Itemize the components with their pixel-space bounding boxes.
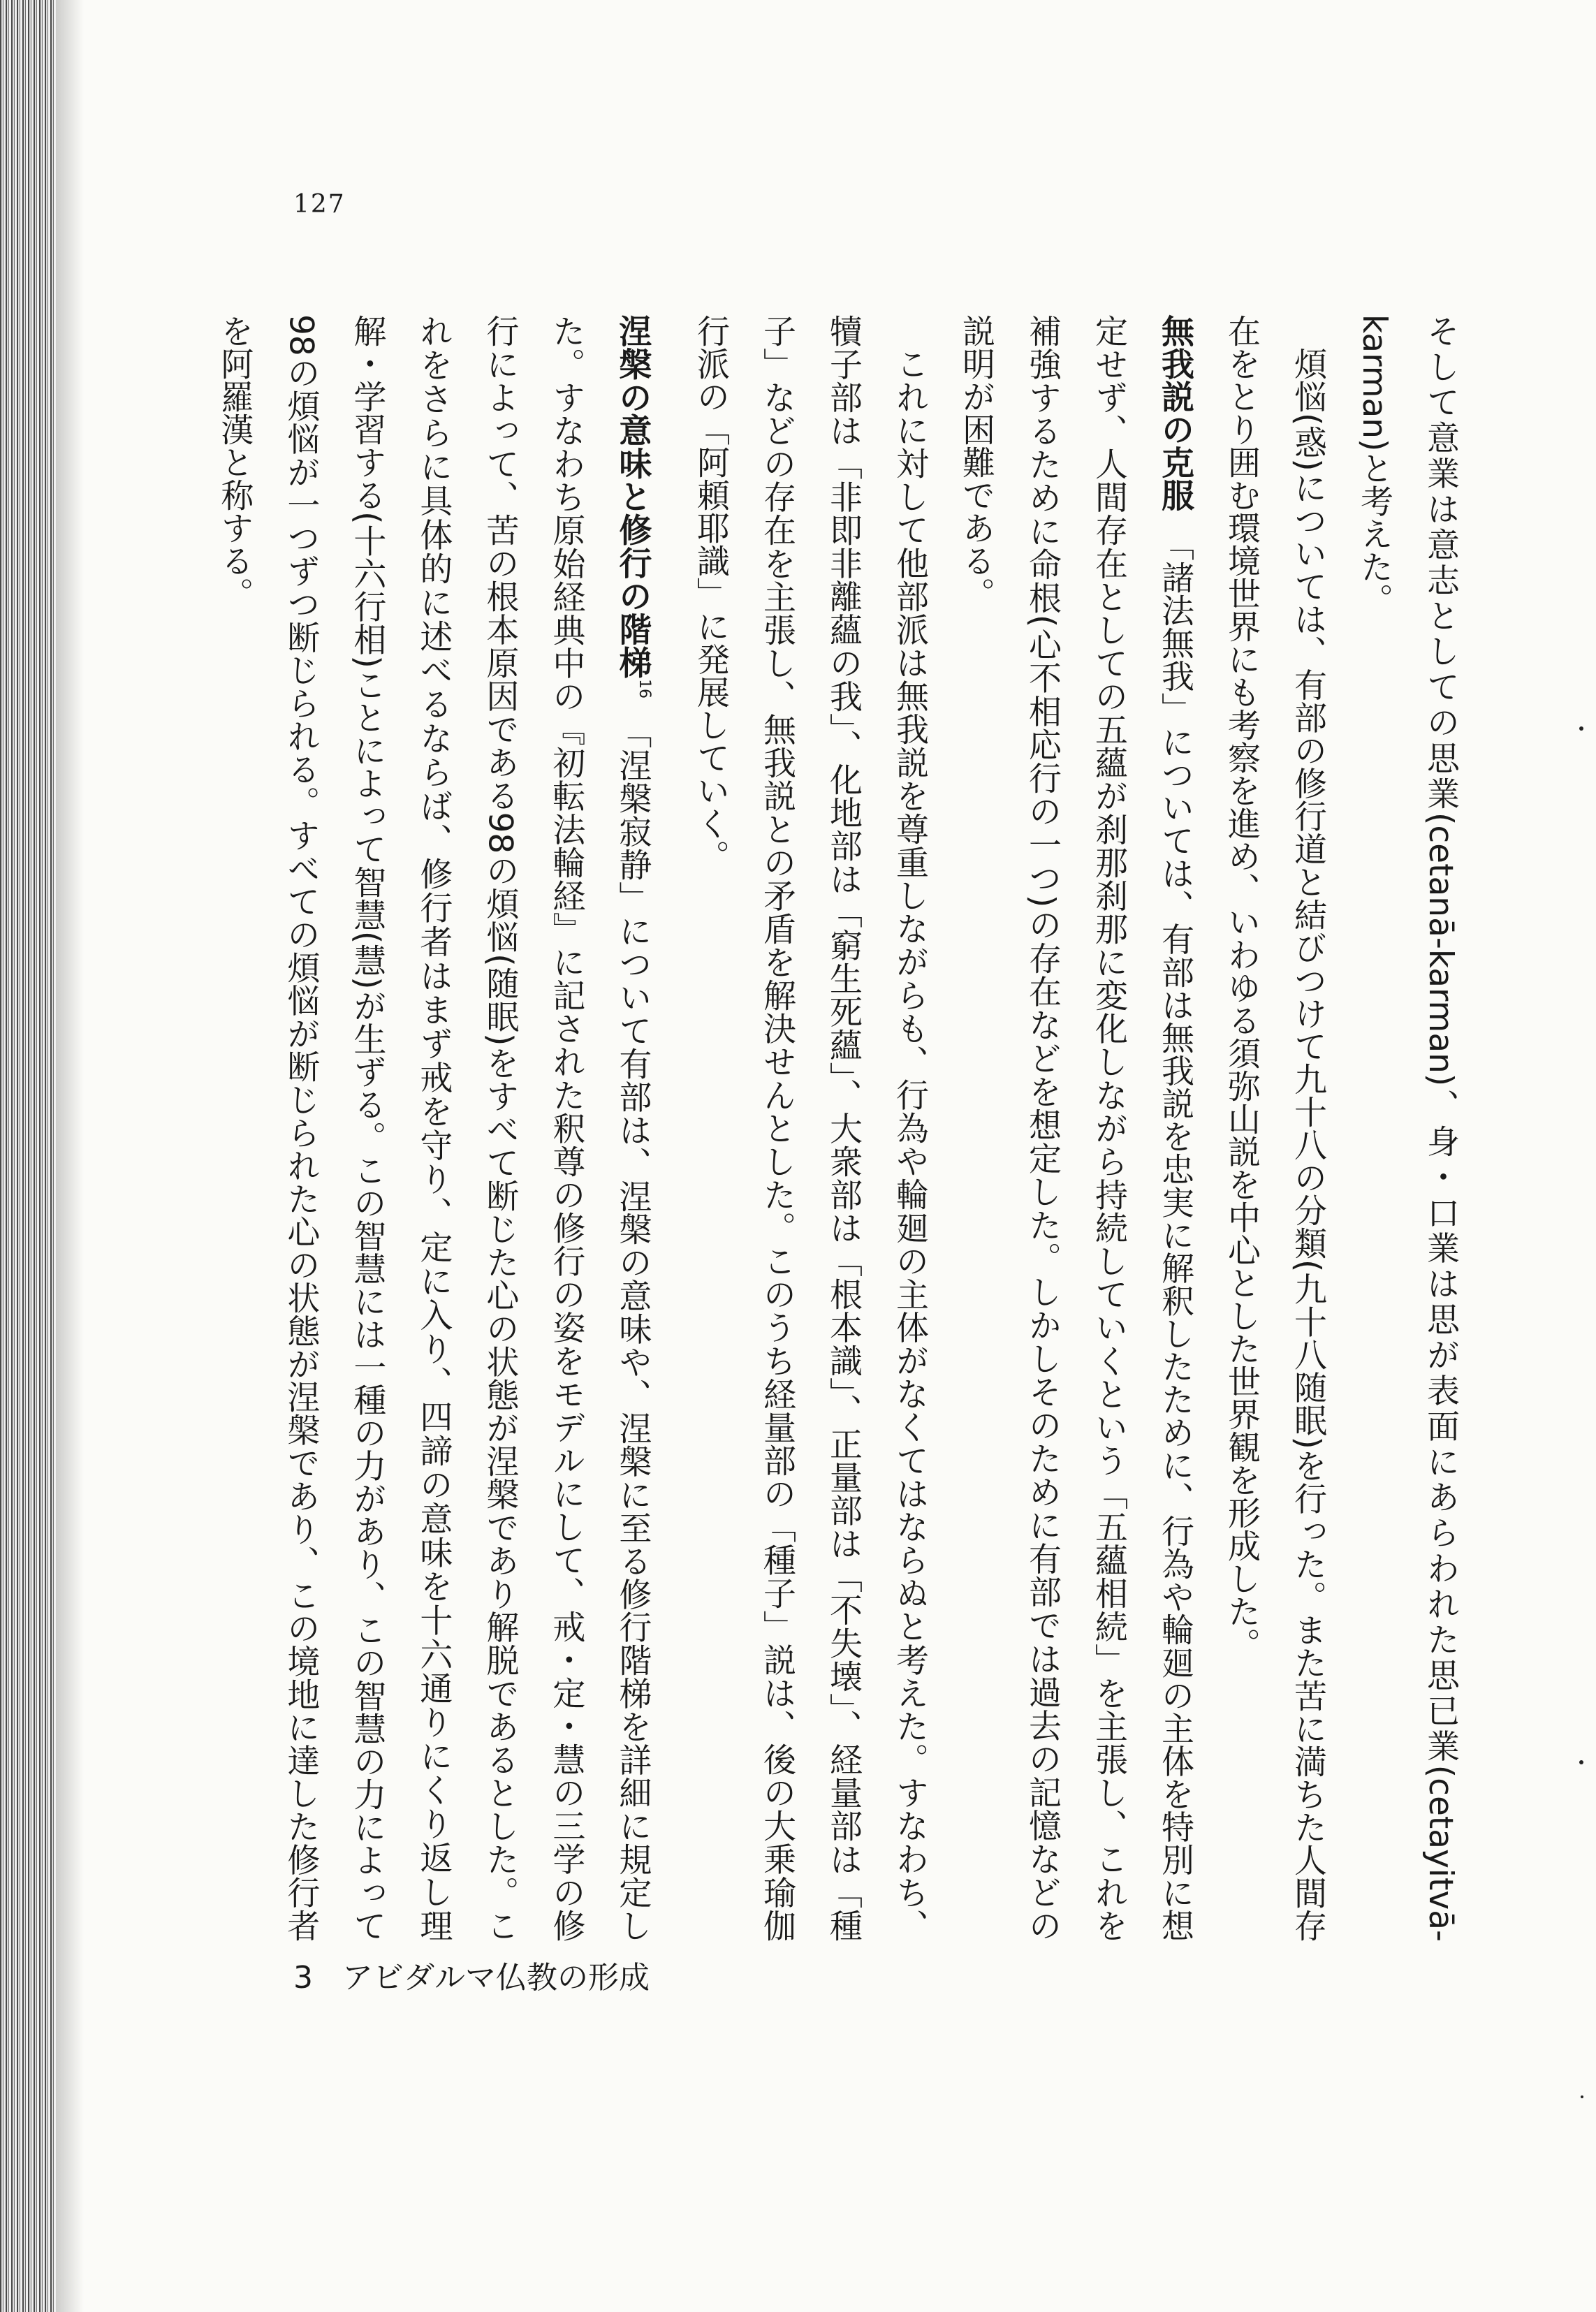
scan-speck bbox=[1581, 2095, 1583, 2098]
paragraph-5-text: 「涅槃寂静」について有部は、涅槃の意味や、涅槃に至る修行階梯を詳細に規定した。すなわち原始経典中の『初転法輪経』に記された釈尊の修行の姿をモデルにして、戒・定・慧の三学の修行によって、苦の根本原因である98の煩悩(随眠)をすべて断じた心の状態が涅槃であり解脱であるとした。これをさらに具体的に述べるならば、修行者はまず戒を守り、定に入り、四諦の意味を十六通りにくり返し理解・学習する(十六行相)ことによって智慧(慧)が生ずる。この智慧には一種の力があり、この智慧の力によって98の煩悩が一つずつ断じられる。すべての煩悩が断じられた心の状態が涅槃であり、この境地に達した修行者を阿羅漢と称する。 bbox=[215, 314, 652, 1942]
scan-binding-edge bbox=[0, 0, 56, 2312]
paragraph-3 bbox=[943, 314, 1208, 1942]
scan-binding-shadow bbox=[56, 0, 84, 2312]
side-heading-nehan: 涅槃の意味と修行の階梯 bbox=[613, 314, 652, 680]
paragraph-4: これに対して他部派は無我説を尊重しながらも、行為や輪廻の主体がなくてはならぬと考えた。すなわち、犢子部は「非即非離蘊の我」、化地部は「窮生死蘊」、大衆部は「根本識」、正量部は「不失壊」、経量部は「種子」などの存在を主張し、無我説との矛盾を解決せんとした。このうち経量部の「種子」説は、後の大乗瑜伽行派の「阿頼耶識」に発展していく。 bbox=[691, 314, 929, 1942]
paragraph-2: 煩悩(惑)については、有部の修行道と結びつけて九十八の分類(九十八随眠)を行った。また苦に満ちた人間存在をとり囲む環境世界にも考察を進め、いわゆる須弥山説を中心とした世界観を形成した。 bbox=[1222, 314, 1327, 1942]
scan-speck bbox=[1579, 726, 1583, 731]
side-heading-muga: 無我説の克服 bbox=[1156, 314, 1194, 512]
scan-speck bbox=[1579, 1760, 1583, 1764]
running-footer bbox=[293, 1952, 650, 1997]
chapter-title: アビダルマ仏教の形成 bbox=[342, 1960, 650, 1996]
paragraph-5 bbox=[201, 314, 678, 1942]
chapter-number: 3 bbox=[293, 1960, 313, 1996]
paragraph-3-text: 「諸法無我」については、有部は無我説を忠実に解釈したために、行為や輪廻の主体を特別に想定せず、人間存在としての五蘊が刹那刹那に変化しながら持続していくという「五蘊相続」を主張し、これを補強するために命根(心不相応行の一つ)の存在などを想定した。しかしそのために有部では過去の記憶などの説明が困難である。 bbox=[957, 314, 1194, 1942]
page-number: 127 bbox=[293, 190, 346, 219]
body-text bbox=[196, 314, 1474, 1942]
paragraph-1: そして意業は意志としての思業(cetanā-karman)、身・口業は思が表面にあらわれた思已業(cetayitvā-karman)と考えた。 bbox=[1355, 314, 1460, 1942]
note-reference: 16 bbox=[636, 679, 653, 699]
